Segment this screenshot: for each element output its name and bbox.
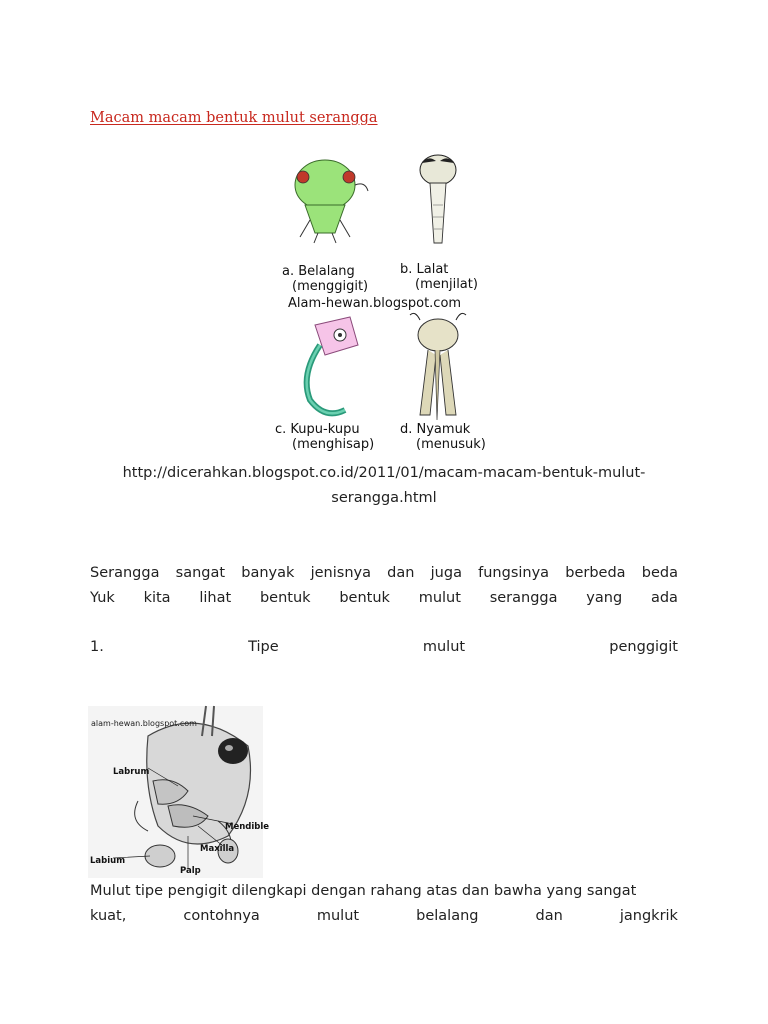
- label-lalat: b. Lalat: [400, 262, 449, 277]
- word: fungsinya: [478, 565, 550, 581]
- word: mulut: [422, 639, 466, 655]
- document-title[interactable]: Macam macam bentuk mulut serangga: [90, 110, 378, 126]
- word: bentuk: [259, 590, 311, 606]
- word: banyak: [241, 565, 295, 581]
- mouthparts-diagram: [270, 145, 510, 460]
- word: lihat: [199, 590, 232, 606]
- word: juga: [430, 565, 462, 581]
- label-kupu-kupu: c. Kupu-kupu: [275, 422, 360, 437]
- source-link[interactable]: [90, 461, 678, 511]
- word: mulut: [418, 590, 461, 606]
- watermark-text: alam-hewan.blogspot.com: [91, 719, 197, 728]
- description-paragraph: [90, 879, 678, 929]
- intro-line2: [90, 586, 678, 611]
- label-menusuk: (menusuk): [416, 437, 486, 452]
- label-menjilat: (menjilat): [415, 277, 478, 292]
- word: jangkrik: [619, 908, 678, 924]
- watermark-text: Alam-hewan.blogspot.com: [288, 296, 462, 311]
- word: Tipe: [248, 639, 279, 655]
- word: dan: [535, 908, 563, 924]
- word: penggigit: [609, 639, 678, 655]
- section-heading-penggigit: [90, 635, 678, 660]
- desc-line2: [90, 904, 678, 929]
- source-link-line1[interactable]: http://dicerahkan.blogspot.co.id/2011/01/macam-macam-bentuk-mulut-: [122, 465, 646, 481]
- label-palp: Palp: [180, 866, 201, 876]
- label-belalang: a. Belalang: [282, 264, 355, 279]
- word: bentuk: [339, 590, 390, 606]
- grasshopper-head-illustration: [295, 160, 368, 243]
- word: dan: [387, 565, 415, 581]
- word: beda: [641, 565, 678, 581]
- label-menggigit: (menggigit): [292, 279, 369, 294]
- word: sangat: [175, 565, 226, 581]
- desc-line1: Mulut tipe pengigit dilengkapi dengan rahang atas dan bawha yang sangat: [90, 883, 637, 899]
- word: Serangga: [90, 565, 160, 581]
- source-link-line2[interactable]: serangga.html: [331, 490, 437, 506]
- label-menghisap: (menghisap): [292, 437, 375, 452]
- butterfly-head-illustration: [307, 317, 358, 413]
- label-maxilla: Maxilla: [200, 844, 235, 854]
- grasshopper-anatomy-diagram: [88, 706, 270, 878]
- section-number: 1.: [90, 639, 104, 655]
- word: yang: [586, 590, 623, 606]
- intro-line1: [90, 561, 678, 586]
- word: berbeda: [565, 565, 626, 581]
- intro-paragraph: [90, 561, 678, 611]
- word: belalang: [416, 908, 479, 924]
- word: mulut: [316, 908, 360, 924]
- fly-head-illustration: [420, 155, 456, 243]
- word: kita: [143, 590, 171, 606]
- word: Yuk: [90, 590, 115, 606]
- label-mendible: Mendible: [225, 822, 270, 832]
- word: ada: [650, 590, 678, 606]
- mosquito-head-illustration: [410, 313, 466, 420]
- label-labrum: Labrum: [113, 767, 150, 777]
- label-nyamuk: d. Nyamuk: [400, 422, 471, 437]
- word: kuat,: [90, 908, 127, 924]
- label-labium: Labium: [90, 856, 126, 866]
- word: contohnya: [183, 908, 260, 924]
- word: serangga: [489, 590, 558, 606]
- word: jenisnya: [310, 565, 371, 581]
